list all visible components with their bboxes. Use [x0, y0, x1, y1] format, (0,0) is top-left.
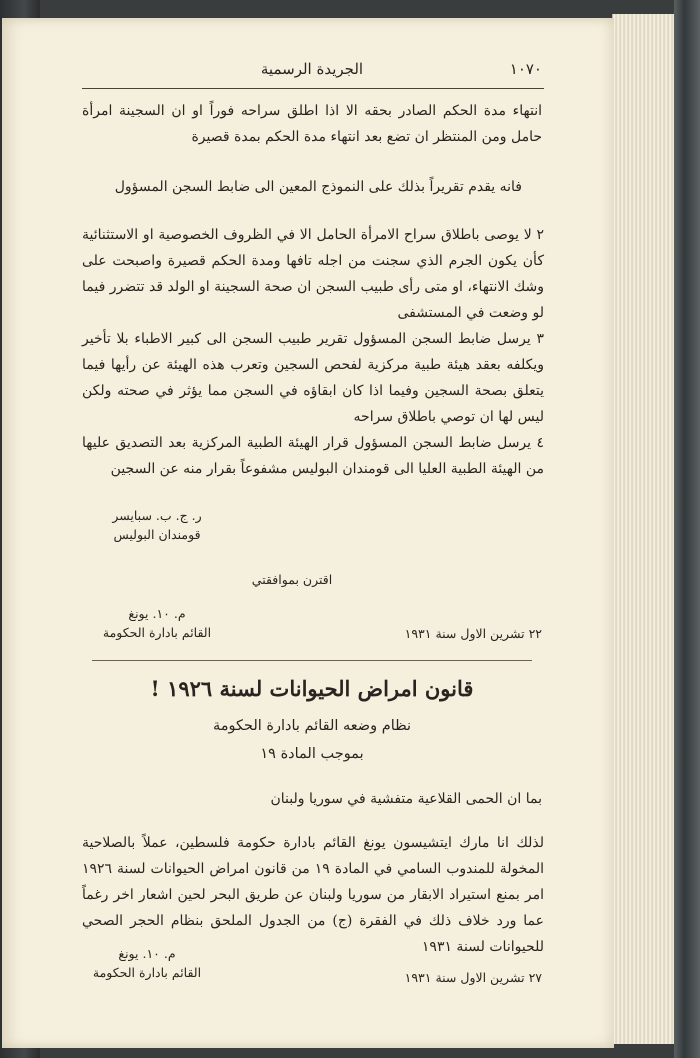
- paragraph-report: [82, 174, 522, 200]
- section-divider: [92, 660, 532, 661]
- law-signer-title: القائم بادارة الحكومة: [92, 965, 202, 980]
- signature-law: [82, 944, 212, 982]
- paragraph-report-text: فانه يقدم تقريراً بذلك على النموذج المعين الى ضابط السجن المسؤول: [114, 179, 522, 195]
- law-body-text: لذلك انا مارك ايتشيسون يونغ القائم بادارة حكومة فلسطين، عملاً بالصلاحية المخولة للمندوب السامي في المادة ١٩ من قانون امراض الحيوانات لسنة ١٩٢٦ امر بمنع استيراد الابقار من سوريا ولبنان عن طريق البحر لحين اشعار اخر رغماً عما ورد خلاف ذلك في الفقرة (ج) من الجدول الملحق بنظام الحجر الصحي للحيوانات لسنة ١٩٣١: [82, 835, 545, 955]
- law-signer-name: م. ١٠. يونغ: [118, 946, 176, 961]
- signature-commandant: [92, 506, 222, 544]
- gazette-page: [2, 18, 614, 1048]
- paragraph-intro-text: انتهاء مدة الحكم الصادر بحقه الا اذا اطلق سراحه فوراً او ان السجينة امرأة حامل ومن المنتظر ان تضع بعد انتهاء مدة الحكم بمدة قصيرة: [82, 103, 542, 145]
- book-cover-edge: [674, 0, 700, 1058]
- page-stack-edge: [612, 14, 675, 1044]
- running-title: الجريدة الرسمية: [260, 60, 364, 78]
- signature-title: قومندان البوليس: [113, 527, 201, 542]
- page-header: [82, 60, 542, 84]
- paragraph-2-text: ٢ لا يوصى باطلاق سراح الامرأة الحامل الا في الظروف الخصوصية او الاستثنائية كأن يكون الجرم الذي سجنت من اجله تافها ومدة الحكم قصيرة واصبحت على وشك الانتهاء، او متى رأى طبيب السجن ان صحة السجينة او الولد قد تتضرر فيما لو وضعت في المستشفى: [82, 227, 544, 321]
- approval-line: اقترن بموافقتي: [251, 572, 333, 587]
- paragraph-4-text: ٤ يرسل ضابط السجن المسؤول قرار الهيئة الطبية المركزية بعد التصديق عليها من الهيئة الطبية العليا الى قومندان البوليس مشفوعاً بقرار منه عن السجين: [82, 435, 544, 477]
- date-section1: ٢٢ تشرين الاول سنة ١٩٣١: [404, 626, 542, 641]
- law-preamble: بما ان الحمى القلاعية متفشية في سوريا ولبنان: [270, 791, 542, 807]
- law-body: [82, 830, 544, 960]
- signature-administrator: [92, 604, 222, 642]
- approver-name: م. ١٠. يونغ: [128, 606, 186, 621]
- header-rule: [82, 88, 544, 89]
- paragraph-3: [82, 326, 544, 430]
- page-number: ١٠٧٠: [509, 60, 542, 78]
- approver-title: القائم بادارة الحكومة: [102, 625, 212, 640]
- paragraph-2: [82, 222, 544, 326]
- signature-name: ر. ج. ب. سبايسر: [112, 508, 202, 523]
- paragraph-4: [82, 430, 544, 482]
- paragraph-3-text: ٣ يرسل ضابط السجن المسؤول تقرير طبيب السجن الى كبير الاطباء بلا تأخير ويكلفه بعقد هيئة طبية مركزية لفحص السجين وتعرب هذه الهيئة عن رأيها فيما يتعلق بصحة السجين وفيما اذا كان ابقاؤه في السجن مما يؤثر في صحته ولكن ليس لها ان توصي باطلاق سراحه: [82, 331, 544, 425]
- law-subtitle: نظام وضعه القائم بادارة الحكومة: [212, 718, 412, 734]
- date-section2: ٢٧ تشرين الاول سنة ١٩٣١: [404, 970, 542, 985]
- law-article-ref: بموجب المادة ١٩: [260, 746, 364, 762]
- law-title: قانون امراض الحيوانات لسنة ١٩٢٦ !: [150, 676, 474, 701]
- paragraph-intro: [82, 98, 542, 150]
